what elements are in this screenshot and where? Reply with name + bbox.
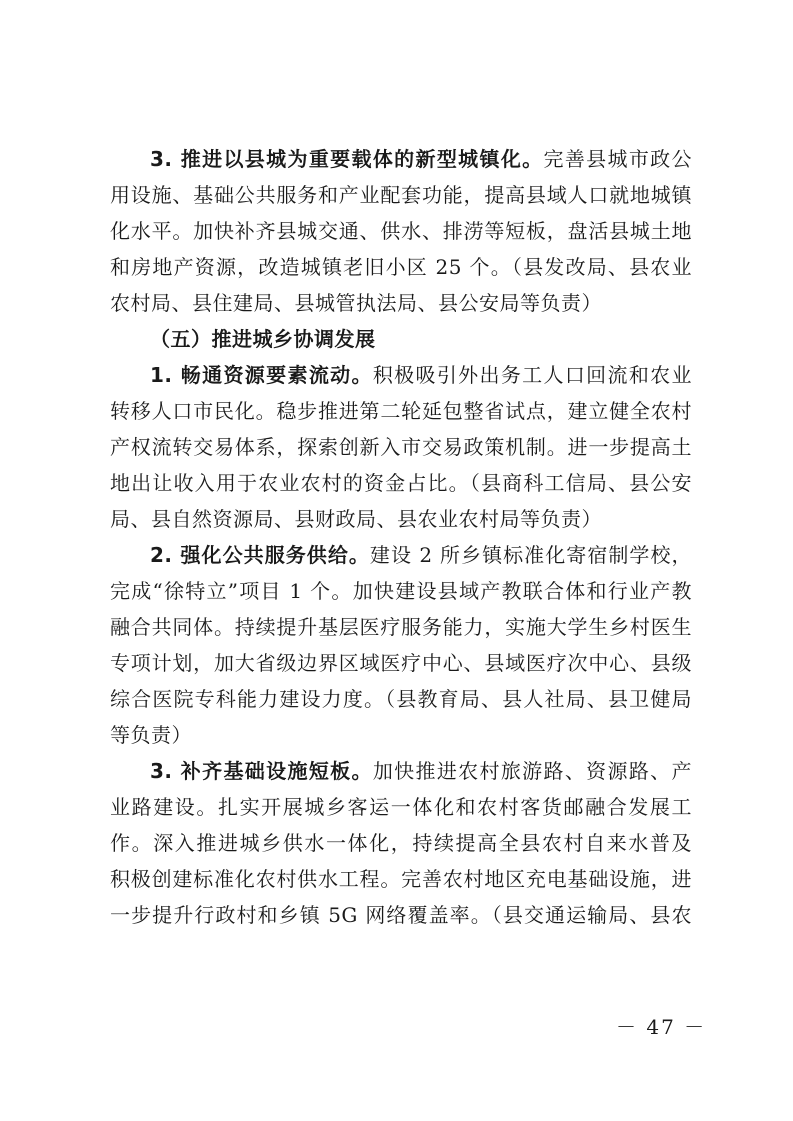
text-line [110, 753, 692, 789]
paragraph-resource-flow [110, 357, 692, 537]
paragraph-urbanization [110, 141, 692, 321]
text-line [110, 537, 692, 573]
text-line: 等负责） [110, 723, 192, 747]
item-text: 建设 2 所乡镇标准化寄宿制学校， [369, 543, 692, 567]
text-line [110, 357, 692, 393]
text-line: 农村局、县住建局、县城管执法局、县公安局等负责） [110, 291, 602, 315]
text-line: 用设施、基础公共服务和产业配套功能，提高县域人口就地城镇 [110, 183, 692, 207]
item-title: 3. 推进以县城为重要载体的新型城镇化。 [150, 147, 544, 171]
text-line: 转移人口市民化。稳步推进第二轮延包整省试点，建立健全农村 [110, 399, 692, 423]
paragraph-public-services [110, 537, 692, 753]
text-line: 作。深入推进城乡供水一体化，持续提高全县农村自来水普及 [110, 831, 692, 855]
item-title: 3. 补齐基础设施短板。 [150, 759, 373, 783]
text-line: 和房地产资源，改造城镇老旧小区 25 个。（县发改局、县农业 [110, 255, 692, 279]
item-title: 2. 强化公共服务供给。 [150, 543, 370, 567]
text-line: 完成“徐特立”项目 1 个。加快建设县域产教联合体和行业产教 [110, 579, 692, 603]
item-text: 完善县城市政公 [543, 147, 692, 171]
paragraph-infrastructure [110, 753, 692, 933]
text-line: 融合共同体。持续提升基层医疗服务能力，实施大学生乡村医生 [110, 615, 692, 639]
page-number: － 47 － [616, 1015, 707, 1039]
text-line: 化水平。加快补齐县城交通、供水、排涝等短板，盘活县城土地 [110, 219, 692, 243]
text-line: 综合医院专科能力建设力度。（县教育局、县人社局、县卫健局 [110, 687, 692, 711]
text-line: 专项计划，加大省级边界区域医疗中心、县域医疗次中心、县级 [110, 651, 692, 675]
item-title: 1. 畅通资源要素流动。 [150, 363, 373, 387]
text-line: 一步提升行政村和乡镇 5G 网络覆盖率。（县交通运输局、县农 [110, 903, 692, 927]
text-line: 业路建设。扎实开展城乡客运一体化和农村客货邮融合发展工 [110, 795, 692, 819]
text-line: 局、县自然资源局、县财政局、县农业农村局等负责） [110, 507, 602, 531]
text-line: 产权流转交易体系，探索创新入市交易政策机制。进一步提高土 [110, 435, 692, 459]
section-heading: （五）推进城乡协调发展 [150, 327, 376, 351]
text-line [110, 141, 692, 177]
text-line: 积极创建标准化农村供水工程。完善农村地区充电基础设施，进 [110, 867, 692, 891]
item-text: 积极吸引外出务工人口回流和农业 [372, 363, 692, 387]
text-line: 地出让收入用于农业农村的资金占比。（县商科工信局、县公安 [110, 471, 692, 495]
item-text: 加快推进农村旅游路、资源路、产 [372, 759, 692, 783]
document-body [110, 141, 692, 933]
